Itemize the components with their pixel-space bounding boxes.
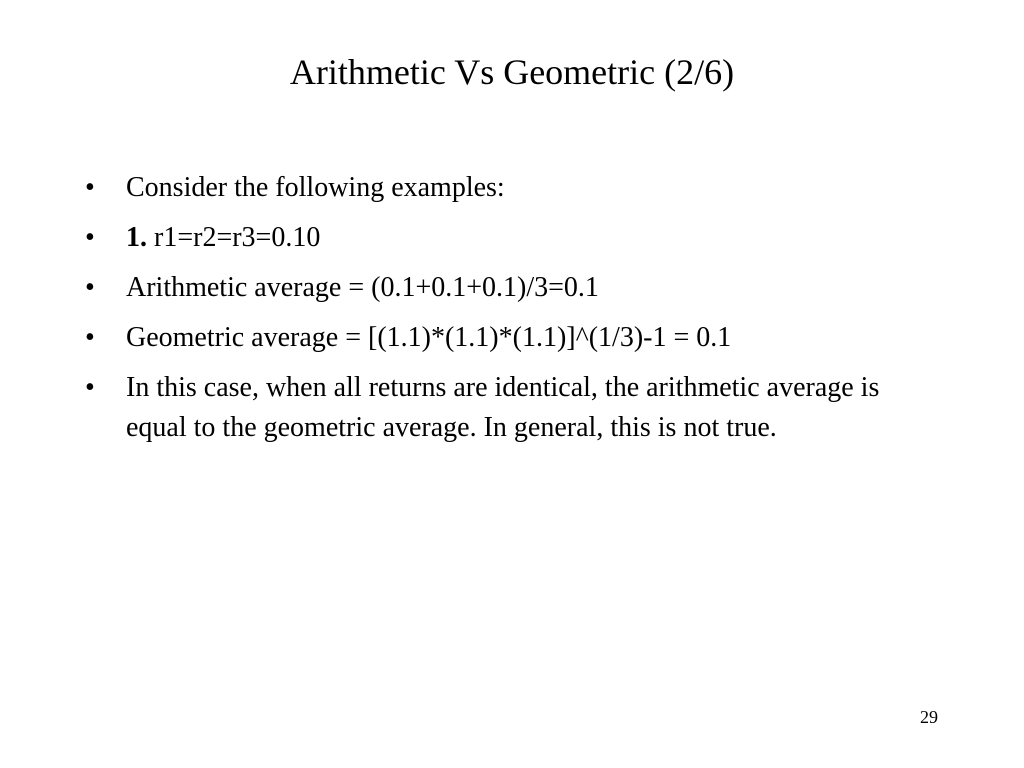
bullet-list	[85, 168, 925, 458]
bullet-text: Consider the following examples:	[126, 172, 505, 203]
example-number: 1.	[126, 222, 147, 253]
bullet-item-arithmetic-average	[85, 268, 925, 308]
bullet-text: Arithmetic average = (0.1+0.1+0.1)/3=0.1	[126, 272, 599, 303]
bullet-icon: •	[85, 322, 95, 353]
slide-number: 29	[920, 707, 938, 727]
bullet-icon: •	[85, 222, 95, 253]
bullet-item-conclusion	[85, 368, 925, 448]
bullet-text: Geometric average = [(1.1)*(1.1)*(1.1)]^(1/3)-1 = 0.1	[126, 322, 732, 353]
slide-title: Arithmetic Vs Geometric (2/6)	[289, 52, 735, 92]
bullet-text: In this case, when all returns are identical, the arithmetic average is equal to the geometric average. In general, this is not true.	[126, 372, 880, 443]
bullet-icon: •	[85, 272, 95, 303]
bullet-text: r1=r2=r3=0.10	[147, 222, 321, 253]
bullet-icon: •	[85, 172, 95, 203]
bullet-item-example-1	[85, 218, 925, 258]
bullet-icon: •	[85, 372, 95, 403]
bullet-item-geometric-average	[85, 318, 925, 358]
bullet-item-consider	[85, 168, 925, 208]
